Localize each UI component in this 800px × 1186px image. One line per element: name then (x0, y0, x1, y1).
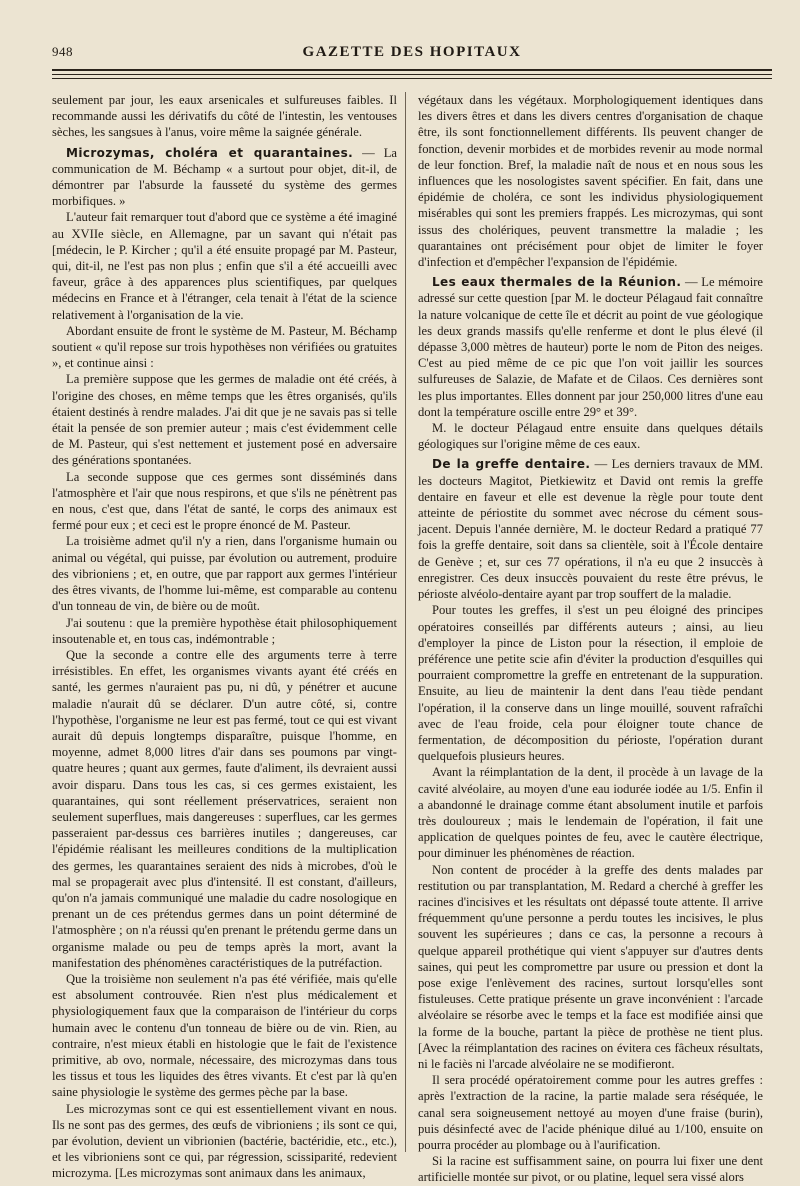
paragraph: Abordant ensuite de front le système de M. Pasteur, M. Béchamp soutient « qu'il repose sur trois hypothèses non vérifiées ou gratuites », et continue ainsi : (52, 323, 397, 371)
header-rule (52, 69, 772, 71)
paragraph: Les microzymas sont ce qui est essentiellement vivant en nous. Ils ne sont pas des germes, des œufs de vibrioniens ; ils sont ce qui, par évolution, devient un vibrionien (bactérie, bactéridie, etc., etc.), et les vibrioniens sont ce qui, par régression, scissiparité, redevient microzyma. [Les microzymas sont animaux dans les animaux, (52, 1101, 397, 1181)
paragraph: La seconde suppose que ces germes sont disséminés dans l'atmosphère et l'air que nous respirons, et que s'ils ne pénètrent pas en nous, c'est que, dans l'état de santé, le corps des animaux est fermé pour eux ; et ceci est le propre énoncé de M. Pasteur. (52, 469, 397, 533)
section-text: — Les derniers travaux de MM. les docteurs Magitot, Pietkiewitz et David ont remis la greffe dentaire en faveur et elle est devenue la règle pour toute dent atteinte de périostite du sommet avec nécrose du cément sous-jacent. Depuis l'année dernière, M. le docteur Redard a pratiqué 77 fois la greffe dentaire, soit dans sa clientèle, soit à l'École dentaire de Genève ; et, sur ces 77 opérations, il n'a eu que 2 insuccès à enregistrer. Ces deux insuccès pouvaient du reste être prévus, le périoste alvéolo-dentaire ayant par trop souffert de la maladie. (418, 457, 763, 602)
paragraph: Avant la réimplantation de la dent, il procède à un lavage de la cavité alvéolaire, au moyen d'une eau iodurée iodée au 1/5. Enfin il a abandonné le drainage comme étant absolument inutile et parfois très douloureux ; mais le lendemain de l'opération, il fait une application de quelques pointes de feu, avec le cautère électrique, pour diminuer les phénomènes de réaction. (418, 765, 763, 861)
article-section (418, 274, 763, 420)
journal-title: GAZETTE DES HOPITAUX (302, 44, 522, 60)
section-text: — La communication de M. Béchamp « a surtout pour objet, dit-il, de démontrer par l'absurde la fausseté du système des germes morbifiques. » (52, 145, 397, 209)
article-section (418, 456, 763, 602)
page-header (52, 44, 772, 64)
section-heading: Les eaux thermales de la Réunion. (432, 275, 682, 290)
paragraph: Que la seconde a contre elle des arguments terre à terre irrésistibles. En effet, les organismes vivants ayant été créés en santé, les germes n'auraient pas pu, ni dû, y pénétrer et aucune maladie n'aurait dû se déclarer. D'un autre côté, si, contre l'hypothèse, l'organisme ne leur est pas fermé, tout ce qui est vivant aurait dû depuis longtemps disparaître, puisque l'homme, en moyenne, admet 8,000 litres d'air dans ses poumons par vingt-quatre heures ; quant aux germes, faute d'aliment, ils devraient aussi avoir disparu. Dans tous les cas, si ces germes existaient, les quarantaines, qui sont réellement préservatrices, seraient non seulement superflues, mais dangereuses : superflues, car les germes passeraient par-dessus ces barrières inutiles ; dangereuses, car l'épidémie réalisant les meilleures conditions de la multiplication des germes, les quarantaines seraient des nids à microbes, d'où le mal se propagerait avec plus d'intensité. Il est constant, d'ailleurs, qu'on n'a jamais communiqué une maladie du cadre nosologique en prenant un de ces prétendus germes dans un point déterminé de l'atmosphère ; on n'a réussi qu'en prenant le prétendu germe dans un organisme malade ou peu de temps après la mort, avant la manifestation des phénomènes caractéristiques de la putréfaction. (52, 647, 397, 970)
paragraph: Il sera procédé opératoirement comme pour les autres greffes : après l'extraction de la racine, la partie malade sera réséquée, le canal sera soigneusement nettoyé au moyen d'une fraise (burin), puis désinfecté avec de l'acide phénique dilué au 1/100, ensuite on pourra procéder au plombage ou à l'aurification. (418, 1073, 763, 1152)
page-number: 948 (52, 44, 73, 59)
paragraph: La première suppose que les germes de maladie ont été créés, à l'origine des choses, en même temps que les êtres organisés, qu'ils étaient destinés à rendre malades. J'ai dit que je ne savais pas si telle était la pensée de son premier auteur ; mais c'est évidemment celle de M. Pasteur, qui s'est nettement et justement posé en adversaire des générations spontanées. (52, 372, 397, 468)
section-heading: De la greffe dentaire. (432, 457, 591, 472)
paragraph: végétaux dans les végétaux. Morphologiquement identiques dans les divers êtres et dans les divers centres d'organisation de chaque être, ils sont fonctionnellement différents. Ils peuvent changer de fonction, devenir morbides et de morbides revenir au mode normal de leur fonction. Bref, la maladie naît de nous et en nous sous les influences que les nosologistes savent spécifier. En fait, dans une épidémie de choléra, ce sont les individus physiologiquement misérables qui sont les premiers frappés. Les microzymas, qui sont issus des cholériques, peuvent transmettre la maladie ; les quarantaines ont précisément pour objet de limiter le foyer d'infection et d'empêcher l'expansion de l'épidémie. (418, 93, 763, 270)
paragraph: Que la troisième non seulement n'a pas été vérifiée, mais qu'elle est absolument controuvée. Rien n'est plus médicalement et physiologiquement faux que la comparaison de l'intérieur du corps humain avec le contenu d'un tonneau de bière ou de vin. Rien, au contraire, n'est mieux établi en histologie que le fait de l'existence primitive, ab ovo, normale, nécessaire, des microzymas dans tous les tissus et tous les liquides des êtres vivants. Et c'est par là qu'en saine physiologie le système des germes pèche par la base. (52, 971, 397, 1100)
paragraph: M. le docteur Pélagaud entre ensuite dans quelques détails géologiques sur l'origine même de ces eaux. (418, 421, 763, 452)
paragraph: La troisième admet qu'il n'y a rien, dans l'organisme humain ou animal ou végétal, qui puisse, par évolution ou autrement, produire des vibrioniens ; et, en outre, que par rapport aux germes l'intérieur des êtres vivants, de l'homme lui-même, est comparable au contenu d'un tonneau de vin, de bière ou de moût. (52, 534, 397, 614)
header-rule (52, 78, 772, 79)
paragraph: Si la racine est suffisamment saine, on pourra lui fixer une dent artificielle montée sur pivot, or ou platine, lequel sera vissé alors (418, 1154, 763, 1185)
paragraph: J'ai soutenu : que la première hypothèse était philosophiquement insoutenable et, en tous cas, indémontrable ; (52, 615, 397, 646)
paragraph: L'auteur fait remarquer tout d'abord que ce système a été imaginé au XVIIe siècle, en Allemagne, par un savant qui n'était pas [médecin, le P. Kircher ; qu'il a été ensuite propagé par M. Pasteur, qui, dit-il, ne l'est pas non plus ; enfin que s'il a été accueilli avec faveur, grâce à des apparences plus scientifiques, par quelques médecins en France et à l'étranger, cela tenait à l'état de la science relativement à l'organisation de la vie. (52, 210, 397, 322)
left-column (52, 92, 397, 1181)
header-rule (52, 74, 772, 75)
section-heading: Microzymas, choléra et quarantaines. (66, 145, 354, 160)
paragraph: Non content de procéder à la greffe des dents malades par restitution ou par transplantation, M. Redard a cherché à greffer les racines d'incisives et les résultats ont dépassé toute attente. Il arrive fréquemment qu'une personne a perdu toutes les incisives, le plus souvent les supérieures ; dans ce cas, la personne a recours à quelque appareil prothétique qui vient s'appuyer sur d'autres dents saines, qui peut les compromettre par usure ou pression et dont la pose exige l'enlèvement des racines, surtout lorsqu'elles sont fistuleuses. Cette pratique présente un grave inconvénient : l'arcade alvéolaire se résorbe avec le temps et la face est modifiée ainsi que la forme de la bouche, partant la pièce de prothèse ne tient plus. [Avec la réimplantation des racines on évitera ces fâcheux résultats, ni le faciès ni l'arcade alvéolaire ne se modifieront. (418, 862, 763, 1071)
section-text: — Le mémoire adressé sur cette question [par M. le docteur Pélagaud fait connaître la nature volcanique de cette île et décrit au point de vue géologique les deux grands massifs qu'elle renferme et dont le plus élevé (il dépasse 3,000 mètres de hauteur) porte le nom de Piton des neiges. C'est au pied même de ce pic que l'on voit jaillir les sources sulfureuses de Salazie, de Mafate et de Cilaos. Ces dernières sont les plus importantes. Elles donnent par jour 250,000 litres d'une eau dont la température oscille entre 29° et 39°. (418, 275, 763, 419)
paragraph: Pour toutes les greffes, il s'est un peu éloigné des principes opératoires conseillés par différents auteurs ; ainsi, au lieu d'employer la pince de Liston pour la résection, il emploie de préférence une petite scie afin d'éviter la production d'esquilles qui pourraient compromettre la greffe en entretenant de la suppuration. Ensuite, au lieu de maintenir la dent dans l'eau tiède pendant l'opération, il la conserve dans un linge mouillé, souvent rafraîchi avec de l'eau froide, cela pour éloigner toute chance de fermentation, de décomposition du périoste, l'opération durant quelquefois plusieurs heures. (418, 603, 763, 764)
right-column (418, 92, 763, 1185)
column-divider (405, 92, 406, 1152)
article-section (52, 145, 397, 210)
paragraph: seulement par jour, les eaux arsenicales et sulfureuses faibles. Il recommande aussi les dérivatifs du côté de l'intestin, les ventouses sèches, les sangsues à l'anus, voire même la saignée générale. (52, 93, 397, 140)
